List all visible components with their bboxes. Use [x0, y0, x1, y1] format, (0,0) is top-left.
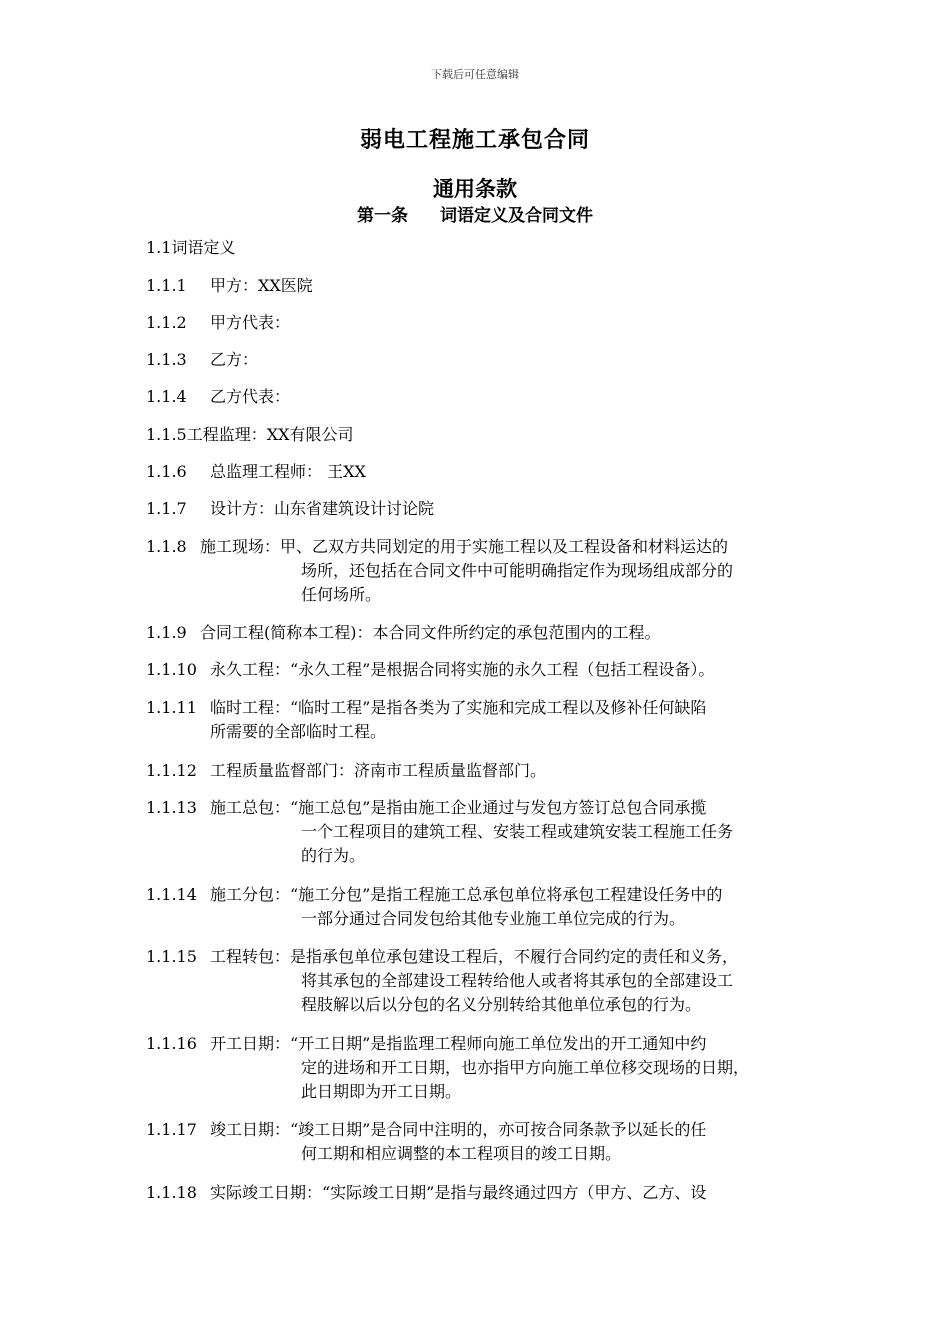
clause-number: 1.1.5: [146, 425, 187, 444]
clause-number: 1.1.9: [146, 623, 187, 642]
clause-number: 1.1.4: [146, 387, 187, 406]
clause-text: 甲方：XX医院: [210, 276, 313, 295]
clause-number: 1.1.3: [146, 350, 187, 369]
clause-text: 工程监理：XX有限公司: [186, 425, 354, 444]
clause-1-1-10: [146, 658, 714, 682]
clause-1-1-8: [146, 535, 728, 559]
clause-number: 1.1.7: [146, 499, 187, 518]
clause-1-1-1: [146, 274, 313, 298]
clause-1-1-17: [146, 1118, 706, 1142]
clause-text: 实际竣工日期：“实际竣工日期”是指与最终通过四方（甲方、乙方、设: [210, 1183, 707, 1202]
clause-number: 1.1.8: [146, 537, 187, 556]
clause-continuation: 一个工程项目的建筑工程、安装工程或建筑安装工程施工任务: [301, 822, 734, 841]
clause-1-1-14: [146, 883, 722, 907]
clause-continuation: 何工期和相应调整的本工程项目的竣工日期。: [301, 1144, 622, 1163]
clause-number: 1.1.12: [146, 761, 197, 780]
clause-1-1-3: [146, 348, 258, 372]
article-heading: [0, 201, 950, 226]
clause-number: 1.1.17: [146, 1120, 197, 1139]
clause-text: 甲方代表：: [210, 313, 291, 332]
clause-text: 竣工日期：“竣工日期”是合同中注明的，亦可按合同条款予以延长的任: [210, 1120, 707, 1139]
clause-text: 永久工程：“永久工程”是根据合同将实施的永久工程（包括工程设备）。: [210, 660, 715, 679]
clause-continuation: 将其承包的全部建设工程转给他人或者将其承包的全部建设工: [301, 971, 734, 990]
clause-number: 1.1.10: [146, 660, 197, 679]
clause-1-1-2: [146, 311, 290, 335]
clause-continuation: 场所，还包括在合同文件中可能明确指定作为现场组成部分的: [301, 561, 734, 580]
clause-number: 1.1.18: [146, 1183, 197, 1202]
article-number: 第一条: [357, 206, 408, 226]
header-note: 下载后可任意编辑: [431, 68, 519, 81]
clause-continuation: 程肢解以后以分包的名义分别转给其他单位承包的行为。: [301, 995, 702, 1014]
document-subtitle: 通用条款: [433, 176, 517, 201]
clause-1-1-15: [146, 945, 738, 969]
clause-continuation: 的行为。: [301, 846, 366, 865]
clause-continuation: 此日期即为开工日期。: [301, 1082, 462, 1101]
clause-text: 设计方：山东省建筑设计讨论院: [210, 499, 435, 518]
clause-number: 1.1.15: [146, 947, 197, 966]
clause-text: 施工现场：甲、乙双方共同划定的用于实施工程以及工程设备和材料运达的: [200, 537, 729, 556]
clause-text: 临时工程：“临时工程”是指各类为了实施和完成工程以及修补任何缺陷: [210, 698, 707, 717]
clause-1-1-16: [146, 1032, 706, 1056]
clause-1-1-13: [146, 796, 706, 820]
clause-text: 施工分包：“施工分包”是指工程施工总承包单位将承包工程建设任务中的: [210, 885, 723, 904]
clause-number: 1.1.6: [146, 462, 187, 481]
clause-1-1-5: [146, 423, 354, 447]
clause-1-1-12: [146, 759, 546, 783]
clause-text: 开工日期：“开工日期”是指监理工程师向施工单位发出的开工通知中约: [210, 1034, 707, 1053]
clause-text: 总监理工程师： 王XX: [210, 462, 366, 481]
clause-1-1-7: [146, 497, 434, 521]
clause-continuation: 一部分通过合同发包给其他专业施工单位完成的行为。: [301, 909, 686, 928]
clause-1-1-18: [146, 1181, 706, 1205]
clause-text: 工程质量监督部门：济南市工程质量监督部门。: [210, 761, 547, 780]
clause-1-1-9: [146, 621, 661, 645]
clause-1-1-6: [146, 460, 366, 484]
clause-continuation: 定的进场和开工日期，也亦指甲方向施工单位移交现场的日期，: [301, 1058, 750, 1077]
clause-number: 1.1.1: [146, 276, 187, 295]
clause-text: 工程转包：是指承包单位承包建设工程后，不履行合同约定的责任和义务，: [210, 947, 739, 966]
clause-text: 乙方：: [210, 350, 259, 369]
clause-text: 乙方代表：: [210, 387, 291, 406]
clause-1-1-11: [146, 696, 706, 720]
section-heading: 1.1词语定义: [146, 238, 236, 257]
clause-number: 1.1.14: [146, 885, 197, 904]
article-title: 词语定义及合同文件: [440, 206, 593, 226]
clause-number: 1.1.13: [146, 798, 197, 817]
clause-number: 1.1.16: [146, 1034, 197, 1053]
clause-number: 1.1.11: [146, 698, 197, 717]
clause-number: 1.1.2: [146, 313, 187, 332]
clause-continuation: 所需要的全部临时工程。: [210, 722, 387, 741]
clause-continuation: 任何场所。: [301, 585, 382, 604]
clause-text: 施工总包：“施工总包”是指由施工企业通过与发包方签订总包合同承揽: [210, 798, 707, 817]
clause-1-1-4: [146, 385, 290, 409]
document-title: 弱电工程施工承包合同: [359, 127, 590, 153]
clause-text: 合同工程(简称本工程)：本合同文件所约定的承包范围内的工程。: [200, 623, 661, 642]
